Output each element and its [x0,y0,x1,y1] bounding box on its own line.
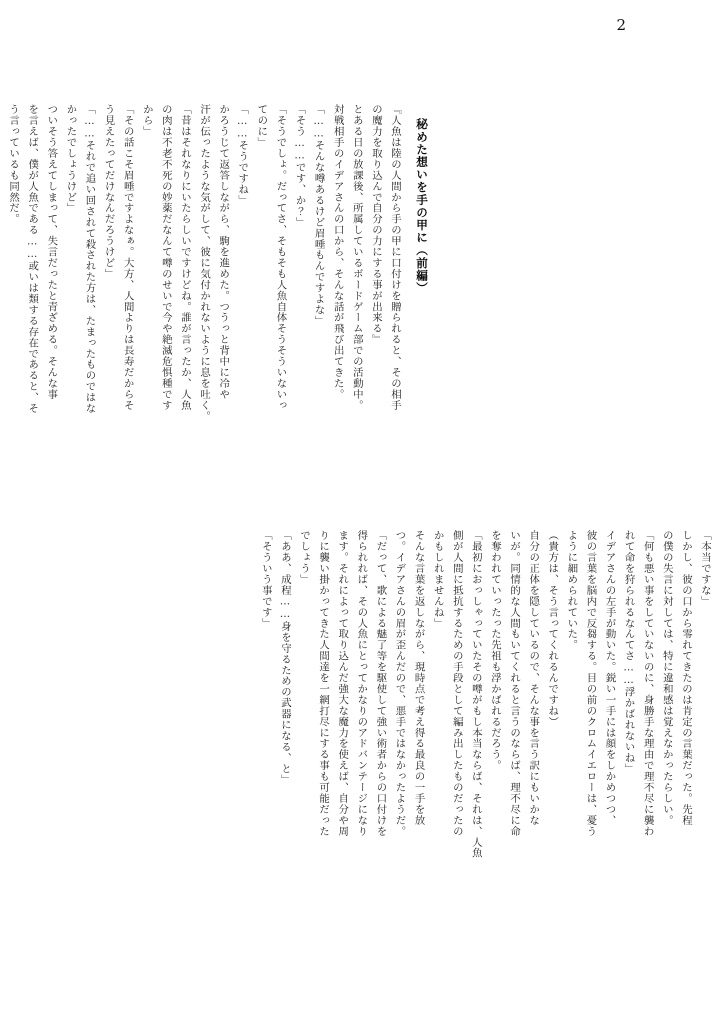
body-text-block-lower [214,530,714,1000]
text-line: の魔力を取り込んで自分の力にする事が出来る』 [369,104,382,345]
text-line: から」 [140,104,153,137]
text-line: 得られれば、その人魚にとってかなりのアドバンテージになり [355,530,368,837]
text-line: とある日の放課後、所属しているボードゲーム部での活動中。 [350,104,363,411]
text-line: つ。イデアさんの眉が歪んだので、悪手ではなかったようだ。 [393,530,406,837]
text-line: イデアさんの左手が動いた。鋭い一手には顔をしかめつつ、 [603,530,616,826]
page-title: 秘めた想いを手の甲に（前編） [415,118,429,295]
text-line: う言っているも同然だ。 [7,104,20,225]
text-line: てのに」 [255,104,268,148]
text-line: の僕の失言に対しては、特に違和感は覚えなかったらしい。 [660,530,673,826]
text-line: 「そうでしょ。だってさ、そもそも人魚自体そうそういないっ [274,104,287,411]
text-line: ます。それによって取り込んだ強大な魔力を使えば、自分や周 [336,530,349,837]
text-line: 「そう……です、か？」 [293,104,306,228]
text-line: 「そういう事です」 [259,530,272,629]
text-line: かったでしょうけど」 [64,104,77,214]
text-line: 側が人間に抵抗するための手段として編み出したものだったの [450,530,463,837]
text-line: 「……そんな噂あるけど眉唾もんですよな」 [312,104,325,327]
text-line: 「最初におっしゃっていたその噂がもし本当ならば、それは、人魚 [469,530,482,859]
text-line: 「何も悪い事をしていないのに、身勝手な理由で理不尽に襲わ [641,530,654,837]
text-line: ように細められていた。 [565,530,578,651]
text-line: かもしれませんね」 [431,530,444,629]
text-line: 「だって、歌による魅了等を駆使して強い術者からの口付けを [374,530,387,837]
text-line: （貴方は、そう言ってくれるんですね） [546,530,559,728]
text-line: しかし、彼の口から零れてきたのは肯定の言葉だった。先程 [679,530,692,826]
text-line: 『人魚は陸の人間から手の甲に口付けを贈られると、その相手 [389,104,401,411]
text-line: かろうじて返答しながら、駒を進めた。つうっと背中に冷や [217,104,230,400]
page-number: 2 [616,16,626,34]
text-line: の肉は不老不死の妙薬だなんて噂のせいで今や絶滅危惧種です [159,104,172,411]
text-line: れて命を狩られるなんてさ……浮かばれないね」 [622,530,635,775]
text-line: りに襲い掛かってきた人間達を一網打尽にする事も可能だった [317,530,330,837]
text-line: そんな言葉を返しながら、現時点で考え得る最良の一手を放 [412,530,425,826]
text-line: いが。同情的な人間もいてくれると言うのならば、理不尽に命 [508,530,521,837]
text-line: 「ああ、成程……身を守るための武器になる、と」 [278,530,291,786]
text-line: 「その話こそ眉唾ですよなぁ。大方、人間よりは長寿だからそ [121,104,134,411]
text-line: ついそう答えてしまって、失言だったと青ざめる。そんな事 [45,104,58,400]
text-line: 汗が伝ったような気がして、彼に気付かれないように息を吐く。 [198,104,211,422]
text-line: を言えば、僕が人魚である……或いは類する存在であると、そ [26,104,39,414]
text-line: 「……そうですね」 [236,104,249,206]
text-line: 彼の言葉を脳内で反芻する。目の前のクロムイエローは、憂う [584,530,597,837]
text-line: 「昔はそれなりにいたらしいですけどね。誰が言ったか、人魚 [178,104,191,411]
text-line: 自分の正体を隠しているので、そんな事を言う訳にもいかな [527,530,540,826]
text-line: 対戦相手のイデアさんの口から、そんな話が飛び出てきた。 [331,104,344,400]
text-line: う見えたってだけなんだろうけど」 [102,104,115,280]
text-line: 「……それで追い回されて殺された方は、たまったものではな [83,104,96,414]
text-line: でしょう」 [298,530,311,585]
text-line: を奪われていったった先祖も浮かばれるだろう。 [488,530,501,771]
text-line: 「本当ですな」 [699,530,711,607]
